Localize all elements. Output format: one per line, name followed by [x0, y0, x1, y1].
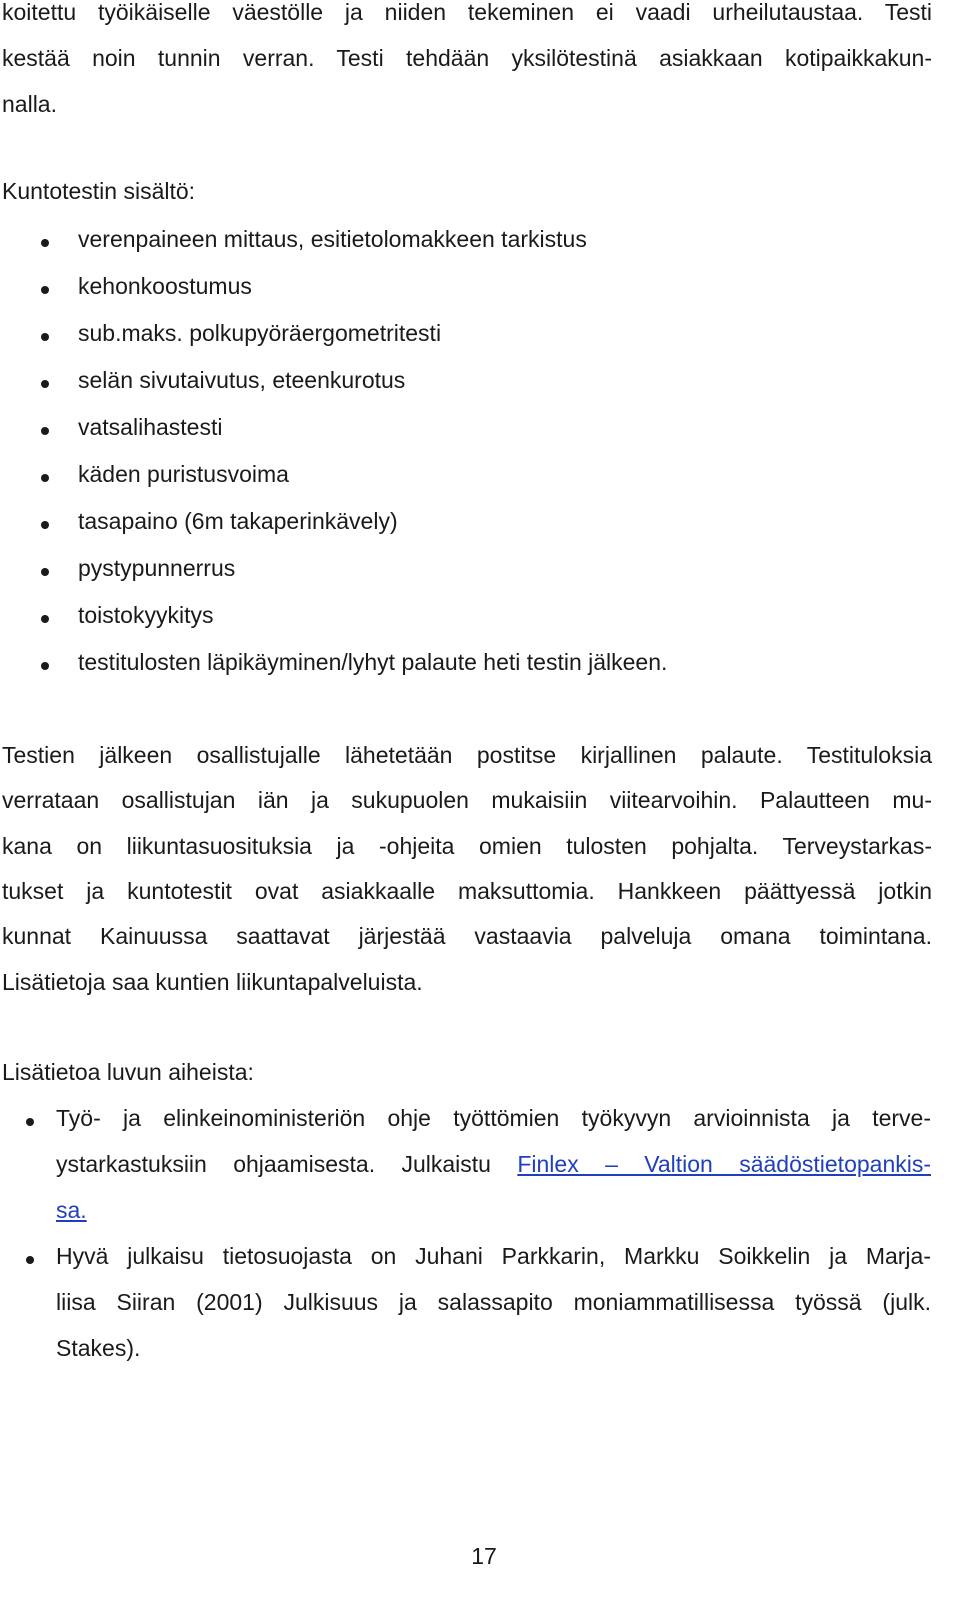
reference-2-line-2: liisa Siiran (2001) Julkisuus ja salassapito moniammatillisessa työssä (julk.: [56, 1289, 931, 1315]
reference-2-line-3: Stakes).: [56, 1335, 141, 1361]
list-item: käden puristusvoima: [78, 461, 289, 487]
intro-line-2: kestää noin tunnin verran. Testi tehdään yksilötestinä asiakkaan kotipaikkakun-: [2, 45, 932, 71]
further-info-heading: Lisätietoa luvun aiheista:: [2, 1059, 254, 1085]
reference-1-text: ystarkastuksiin ohjaamisesta. Julkaistu: [56, 1151, 518, 1177]
bullet-icon: [26, 1118, 34, 1126]
list-item: tasapaino (6m takaperinkävely): [78, 508, 398, 534]
bullet-icon: [41, 427, 49, 435]
finlex-link[interactable]: Finlex – Valtion säädöstietopankis-: [517, 1151, 932, 1177]
feedback-line-1: Testien jälkeen osallistujalle lähetetään postitse kirjallinen palaute. Testituloksia: [2, 742, 932, 768]
list-item: selän sivutaivutus, eteenkurotus: [78, 367, 406, 393]
list-item: testitulosten läpikäyminen/lyhyt palaute heti testin jälkeen.: [78, 649, 668, 675]
reference-2-line-1: Hyvä julkaisu tietosuojasta on Juhani Parkkarin, Markku Soikkelin ja Marja-: [56, 1243, 931, 1269]
reference-1-line-1: Työ- ja elinkeinoministeriön ohje työttömien työkyvyn arvioinnista ja terve-: [56, 1105, 931, 1131]
bullet-icon: [41, 239, 49, 247]
reference-1-line-3: [56, 1195, 931, 1225]
feedback-line-5: kunnat Kainuussa saattavat järjestää vastaavia palveluja omana toimintana.: [2, 923, 932, 949]
test-contents-heading: Kuntotestin sisältö:: [2, 178, 196, 204]
bullet-icon: [41, 662, 49, 670]
list-item: toistokyykitys: [78, 602, 214, 628]
finlex-link-continued[interactable]: sa.: [56, 1197, 87, 1223]
list-item: vatsalihastesti: [78, 414, 223, 440]
list-item: verenpaineen mittaus, esitietolomakkeen tarkistus: [78, 226, 587, 252]
reference-1-line-2: [56, 1149, 931, 1179]
bullet-icon: [41, 474, 49, 482]
bullet-icon: [41, 286, 49, 294]
feedback-line-3: kana on liikuntasuosituksia ja -ohjeita omien tulosten pohjalta. Terveystarkas-: [2, 833, 932, 859]
feedback-line-6: Lisätietoja saa kuntien liikuntapalveluista.: [2, 969, 423, 995]
bullet-icon: [26, 1256, 34, 1264]
bullet-icon: [41, 568, 49, 576]
list-item: pystypunnerrus: [78, 555, 236, 581]
intro-line-1: koitettu työikäiselle väestölle ja niiden tekeminen ei vaadi urheilutaustaa. Testi: [2, 0, 932, 25]
bullet-icon: [41, 380, 49, 388]
bullet-icon: [41, 333, 49, 341]
list-item: sub.maks. polkupyöräergometritesti: [78, 320, 442, 346]
feedback-line-4: tukset ja kuntotestit ovat asiakkaalle maksuttomia. Hankkeen päättyessä jotkin: [2, 878, 932, 904]
feedback-line-2: verrataan osallistujan iän ja sukupuolen mukaisiin viitearvoihin. Palautteen mu-: [2, 787, 932, 813]
page-number: 17: [471, 1543, 497, 1569]
list-item: kehonkoostumus: [78, 273, 252, 299]
bullet-icon: [41, 521, 49, 529]
intro-line-3: nalla.: [2, 91, 57, 117]
bullet-icon: [41, 615, 49, 623]
